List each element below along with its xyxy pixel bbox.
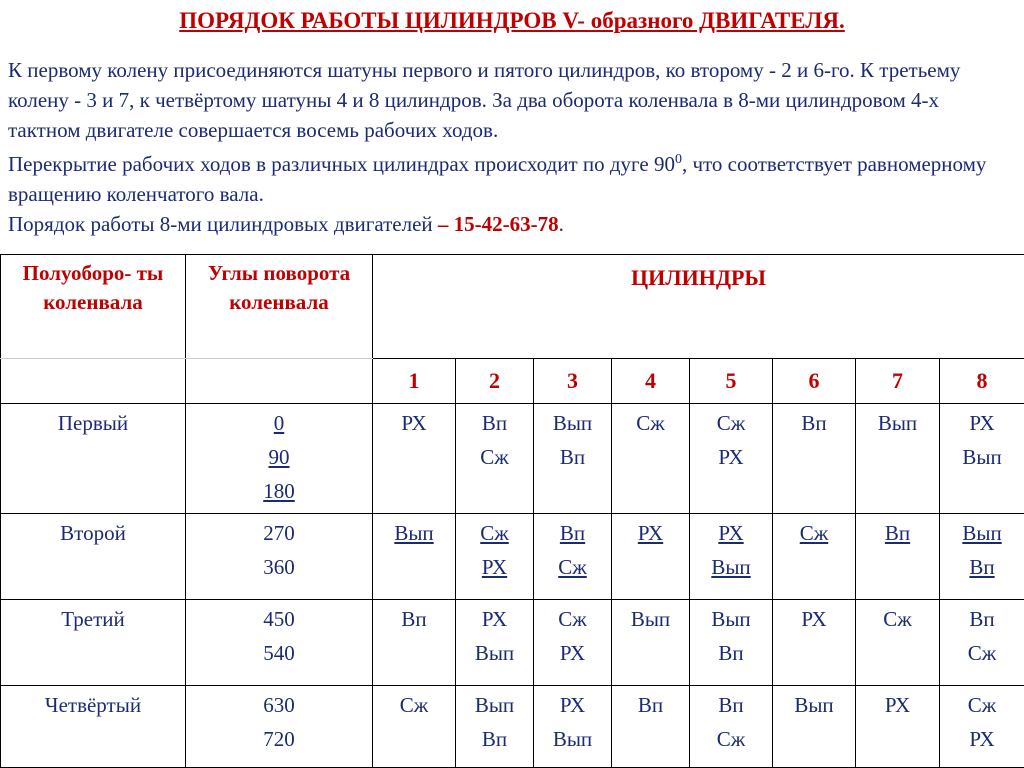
stroke-cell <box>773 514 856 600</box>
stroke-value: Вп <box>534 516 611 550</box>
stroke-cell <box>534 404 612 514</box>
period-label: Второй <box>1 514 186 600</box>
angle-value: 720 <box>186 722 372 756</box>
stroke-value: Вп <box>373 602 455 636</box>
cylinder-number: 5 <box>690 359 773 404</box>
stroke-cell <box>856 404 940 514</box>
firing-order-table <box>0 254 1024 768</box>
stroke-cell <box>773 686 856 768</box>
angle-value: 270 <box>186 516 372 550</box>
stroke-value: Сж <box>373 688 455 722</box>
stroke-cell <box>534 600 612 686</box>
stroke-value: Вп <box>690 636 772 670</box>
angle-value: 180 <box>186 474 372 508</box>
stroke-cell <box>456 600 534 686</box>
intro-paragraph-2-a: Перекрытие рабочих ходов в различных цилиндрах происходит по дуге 90 <box>8 152 675 176</box>
stroke-value: Сж <box>773 516 855 550</box>
cylinder-number: 2 <box>456 359 534 404</box>
cylinder-number-row <box>1 359 1024 404</box>
table-row <box>1 514 1024 600</box>
angle-value: 540 <box>186 636 372 670</box>
stroke-value: Вп <box>456 406 533 440</box>
intro-paragraph-2 <box>8 145 1013 209</box>
cylinder-number: 4 <box>612 359 690 404</box>
stroke-cell <box>373 686 456 768</box>
angle-value: 360 <box>186 550 372 584</box>
stroke-cell <box>612 514 690 600</box>
stroke-value: Вып <box>456 636 533 670</box>
stroke-value: Вып <box>940 516 1024 550</box>
cylinder-number: 6 <box>773 359 856 404</box>
stroke-cell <box>773 404 856 514</box>
stroke-cell <box>940 404 1024 514</box>
stroke-value: Сж <box>456 440 533 474</box>
stroke-value: Вып <box>373 516 455 550</box>
cylinder-number: 1 <box>373 359 456 404</box>
stroke-value: Сж <box>456 516 533 550</box>
stroke-value: РХ <box>940 406 1024 440</box>
intro-paragraph-3-end: . <box>559 212 564 236</box>
header-half-turns: Полуоборо- ты коленвала <box>1 255 186 359</box>
empty-cell <box>1 359 186 404</box>
header-cylinders: ЦИЛИНДРЫ <box>373 255 1024 359</box>
stroke-value: РХ <box>456 602 533 636</box>
intro-text <box>8 55 1013 239</box>
table-header-row <box>1 255 1024 359</box>
page-title: ПОРЯДОК РАБОТЫ ЦИЛИНДРОВ V- образного ДВИГАТЕЛЯ. <box>0 8 1024 34</box>
cylinder-number: 8 <box>940 359 1024 404</box>
order-dash: – <box>433 212 454 236</box>
angles-cell <box>186 404 373 514</box>
stroke-cell <box>612 404 690 514</box>
stroke-value: РХ <box>612 516 689 550</box>
stroke-cell <box>940 514 1024 600</box>
stroke-value: Вп <box>940 550 1024 584</box>
stroke-value: Вп <box>856 516 939 550</box>
stroke-value: Вып <box>456 688 533 722</box>
stroke-cell <box>690 600 773 686</box>
stroke-cell <box>534 686 612 768</box>
stroke-value: РХ <box>856 688 939 722</box>
stroke-cell <box>456 686 534 768</box>
stroke-cell <box>690 404 773 514</box>
period-label: Четвёртый <box>1 686 186 768</box>
period-label: Третий <box>1 600 186 686</box>
stroke-value: РХ <box>534 636 611 670</box>
angle-value: 90 <box>186 440 372 474</box>
angle-value: 450 <box>186 602 372 636</box>
angles-cell <box>186 514 373 600</box>
empty-cell <box>186 359 373 404</box>
stroke-value: Сж <box>940 688 1024 722</box>
stroke-value: Вп <box>456 722 533 756</box>
intro-paragraph-3 <box>8 209 1013 239</box>
stroke-cell <box>940 600 1024 686</box>
stroke-cell <box>690 514 773 600</box>
firing-order: 15-42-63-78 <box>454 212 559 236</box>
intro-paragraph-2-b: , что соответствует равномерному вращению коленчатого вала. <box>8 152 986 206</box>
stroke-value: Сж <box>690 722 772 756</box>
stroke-value: Сж <box>690 406 772 440</box>
stroke-cell <box>856 514 940 600</box>
stroke-value: Вып <box>534 406 611 440</box>
stroke-value: Вып <box>534 722 611 756</box>
stroke-value: Вп <box>690 688 772 722</box>
period-label: Первый <box>1 404 186 514</box>
stroke-cell <box>856 600 940 686</box>
stroke-value: РХ <box>534 688 611 722</box>
stroke-value: Вып <box>690 602 772 636</box>
stroke-cell <box>690 686 773 768</box>
stroke-value: Вп <box>940 602 1024 636</box>
stroke-cell <box>456 404 534 514</box>
stroke-value: РХ <box>690 516 772 550</box>
stroke-cell <box>940 686 1024 768</box>
stroke-value: Вып <box>856 406 939 440</box>
intro-paragraph-3-text: Порядок работы 8-ми цилиндровых двигателей <box>8 212 433 236</box>
angle-value: 0 <box>186 406 372 440</box>
stroke-cell <box>773 600 856 686</box>
stroke-cell <box>534 514 612 600</box>
stroke-cell <box>612 600 690 686</box>
stroke-value: Сж <box>534 602 611 636</box>
cylinder-number: 3 <box>534 359 612 404</box>
angles-cell <box>186 600 373 686</box>
stroke-value: Вп <box>612 688 689 722</box>
stroke-value: РХ <box>456 550 533 584</box>
stroke-value: Вп <box>773 406 855 440</box>
angles-cell <box>186 686 373 768</box>
stroke-value: Вып <box>773 688 855 722</box>
stroke-cell <box>856 686 940 768</box>
stroke-value: Вп <box>534 440 611 474</box>
table-row <box>1 404 1024 514</box>
table-row <box>1 600 1024 686</box>
cylinder-number: 7 <box>856 359 940 404</box>
stroke-value: РХ <box>773 602 855 636</box>
stroke-value: Вып <box>940 440 1024 474</box>
intro-paragraph-1: К первому колену присоединяются шатуны первого и пятого цилиндров, ко второму - 2 и 6-го. К третьему колену - 3 и 7, к четвёртому шатуны 4 и 8 цилиндров. За два оборота коленвала в 8-ми цилиндровом 4-х тактном двигателе совершается восемь рабочих ходов. <box>8 55 1013 145</box>
stroke-value: Сж <box>534 550 611 584</box>
stroke-value: Сж <box>856 602 939 636</box>
stroke-value: РХ <box>373 406 455 440</box>
stroke-cell <box>456 514 534 600</box>
stroke-cell <box>612 686 690 768</box>
stroke-value: Сж <box>940 636 1024 670</box>
stroke-cell <box>373 600 456 686</box>
header-angles: Углы поворота коленвала <box>186 255 373 359</box>
stroke-value: Вып <box>690 550 772 584</box>
angle-value: 630 <box>186 688 372 722</box>
stroke-value: РХ <box>940 722 1024 756</box>
degree-superscript: 0 <box>675 152 682 167</box>
stroke-cell <box>373 404 456 514</box>
table-row <box>1 686 1024 768</box>
stroke-value: Вып <box>612 602 689 636</box>
stroke-cell <box>373 514 456 600</box>
stroke-value: Сж <box>612 406 689 440</box>
stroke-value: РХ <box>690 440 772 474</box>
